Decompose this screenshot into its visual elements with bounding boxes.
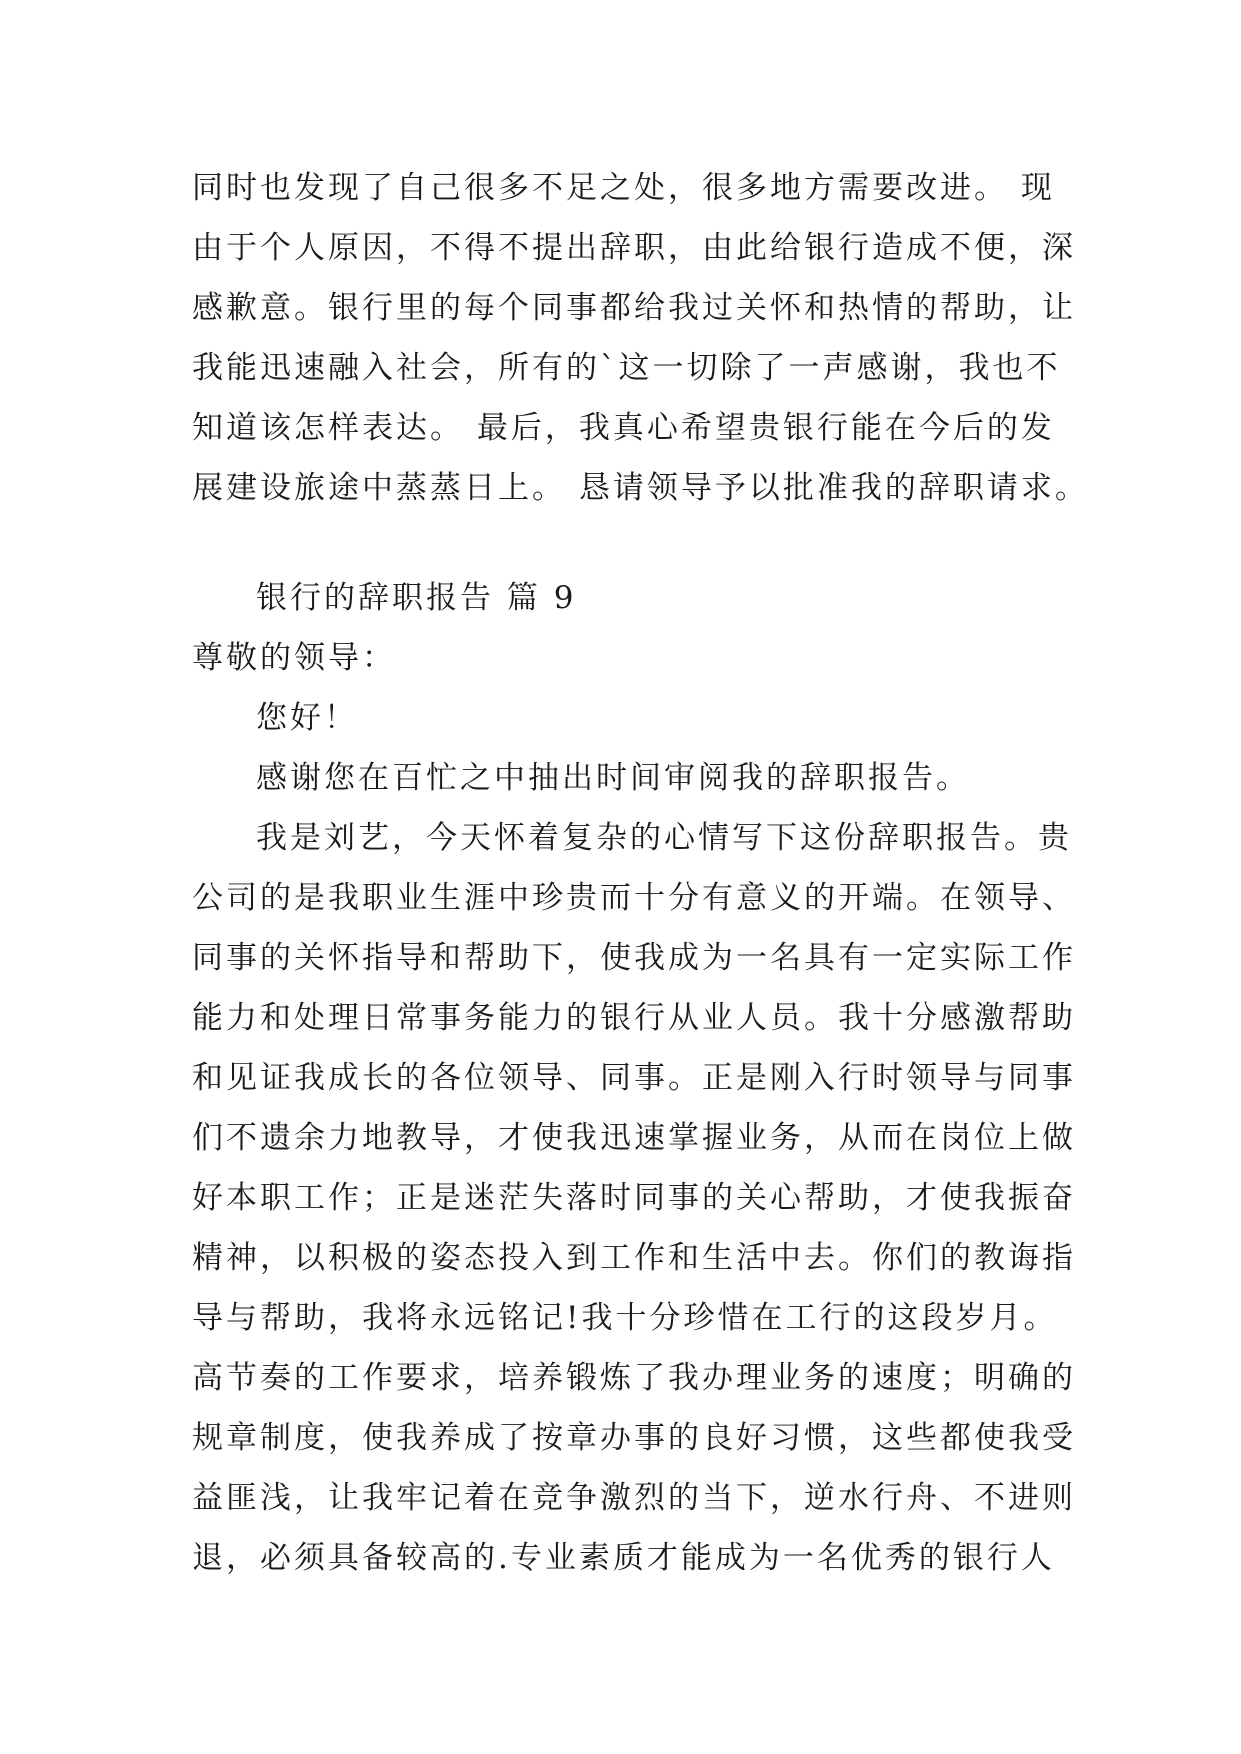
paragraph-line: 我能迅速融入社会，所有的`这一切除了一声感谢，我也不 xyxy=(192,350,1061,386)
body-line: 好本职工作；正是迷茫失落时同事的关心帮助，才使我振奋 xyxy=(192,1180,1076,1216)
salutation: 尊敬的领导： xyxy=(192,640,396,676)
body-line: 和见证我成长的各位领导、同事。正是刚入行时领导与同事 xyxy=(192,1060,1076,1096)
body-line: 导与帮助，我将永远铭记!我十分珍惜在工行的这段岁月。 xyxy=(192,1300,1058,1336)
thanks-line: 感谢您在百忙之中抽出时间审阅我的辞职报告。 xyxy=(256,760,970,796)
greeting: 您好！ xyxy=(256,700,358,736)
paragraph-line: 由于个人原因，不得不提出辞职，由此给银行造成不便，深 xyxy=(192,230,1076,266)
paragraph-line: 展建设旅途中蒸蒸日上。 恳请领导予以批准我的辞职请求。 xyxy=(192,470,1089,506)
body-line: 高节奏的工作要求，培养锻炼了我办理业务的速度；明确的 xyxy=(192,1360,1076,1396)
body-line: 益匪浅，让我牢记着在竞争激烈的当下，逆水行舟、不进则 xyxy=(192,1480,1076,1516)
body-line: 们不遗余力地教导，才使我迅速掌握业务，从而在岗位上做 xyxy=(192,1120,1076,1156)
paragraph-line: 知道该怎样表达。 最后，我真心希望贵银行能在今后的发 xyxy=(192,410,1055,446)
body-line: 规章制度，使我养成了按章办事的良好习惯，这些都使我受 xyxy=(192,1420,1076,1456)
body-line: 我是刘艺，今天怀着复杂的心情写下这份辞职报告。贵 xyxy=(256,820,1072,856)
paragraph-line: 同时也发现了自己很多不足之处，很多地方需要改进。 现 xyxy=(192,170,1055,206)
body-line: 公司的是我职业生涯中珍贵而十分有意义的开端。在领导、 xyxy=(192,880,1076,916)
body-line: 能力和处理日常事务能力的银行从业人员。我十分感激帮助 xyxy=(192,1000,1076,1036)
body-line: 同事的关怀指导和帮助下，使我成为一名具有一定实际工作 xyxy=(192,940,1076,976)
body-line: 精神，以积极的姿态投入到工作和生活中去。你们的教诲指 xyxy=(192,1240,1076,1276)
section-heading: 银行的辞职报告 篇 9 xyxy=(256,580,577,616)
paragraph-line: 感歉意。银行里的每个同事都给我过关怀和热情的帮助，让 xyxy=(192,290,1076,326)
body-line: 退，必须具备较高的.专业素质才能成为一名优秀的银行人 xyxy=(192,1540,1055,1576)
